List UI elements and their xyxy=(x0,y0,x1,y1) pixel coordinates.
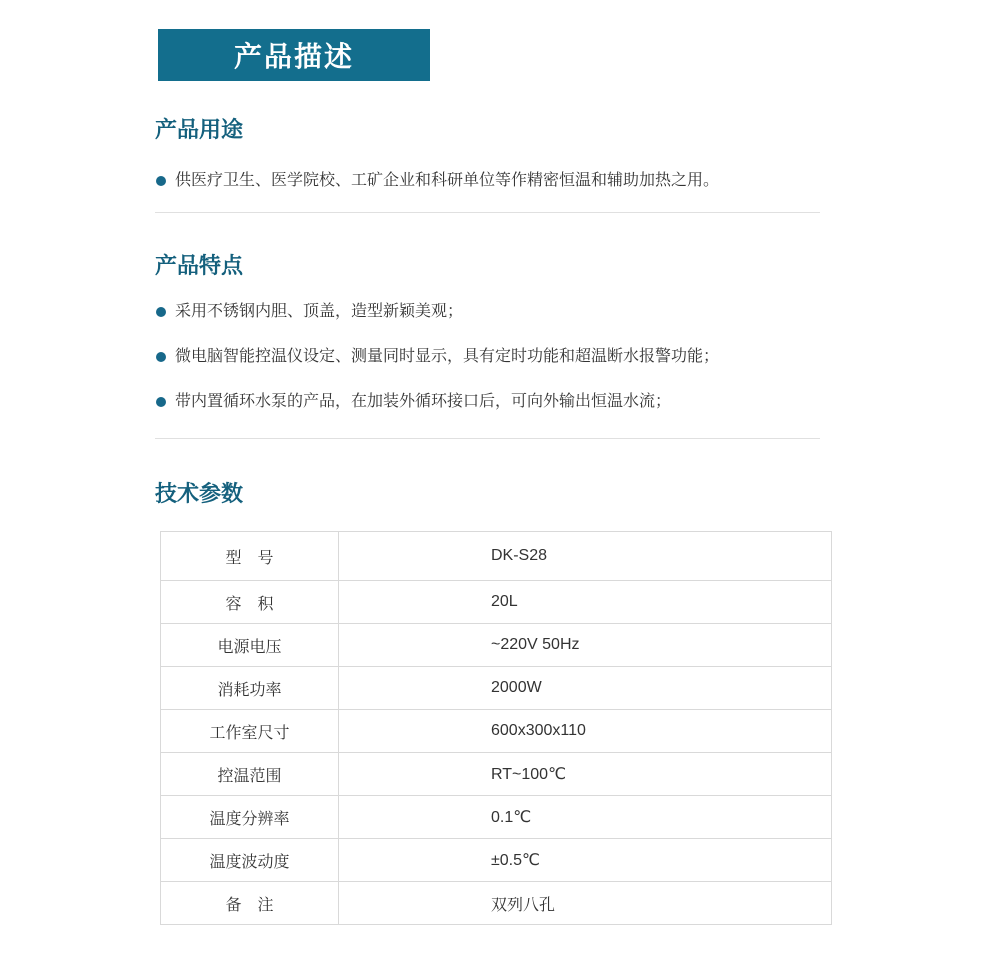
spec-value-cell: RT~100℃ xyxy=(339,753,832,796)
spec-value-cell: ±0.5℃ xyxy=(339,839,832,882)
feature-bullet-text: 带内置循环水泵的产品，在加装外循环接口后，可向外输出恒温水流； xyxy=(175,393,672,410)
bullet-icon xyxy=(156,352,166,362)
usage-bullet-item xyxy=(155,170,835,192)
bullet-icon xyxy=(156,307,166,317)
content-column xyxy=(0,29,835,925)
spec-label-cell: 备 注 xyxy=(161,882,339,925)
section-divider xyxy=(155,438,820,439)
banner-title: 产品描述 xyxy=(233,41,354,72)
feature-bullet-text: 采用不锈钢内胆、顶盖，造型新颖美观； xyxy=(175,303,464,320)
spec-label-cell: 工作室尺寸 xyxy=(161,710,339,753)
specs-table xyxy=(160,531,832,925)
section-divider xyxy=(155,212,820,213)
feature-bullet-item xyxy=(155,301,835,323)
table-row xyxy=(161,796,832,839)
spec-label-cell: 温度分辨率 xyxy=(161,796,339,839)
table-row xyxy=(161,624,832,667)
table-row xyxy=(161,532,832,581)
spec-label-cell: 容 积 xyxy=(161,581,339,624)
feature-bullet-item xyxy=(155,346,835,368)
spec-label-cell: 消耗功率 xyxy=(161,667,339,710)
product-description-banner xyxy=(158,29,430,81)
spec-value-cell: 600x300x110 xyxy=(339,710,832,753)
table-row xyxy=(161,753,832,796)
feature-bullet-item xyxy=(155,391,835,413)
spec-value-cell: 2000W xyxy=(339,667,832,710)
spec-value-cell: DK-S28 xyxy=(339,532,832,581)
spec-value-cell: ~220V 50Hz xyxy=(339,624,832,667)
section-heading-features: 产品特点 xyxy=(155,253,244,278)
bullet-icon xyxy=(156,176,166,186)
table-row xyxy=(161,882,832,925)
usage-bullet-text: 供医疗卫生、医学院校、工矿企业和科研单位等作精密恒温和辅助加热之用。 xyxy=(175,172,720,189)
spec-value-cell: 双列八孔 xyxy=(339,882,832,925)
section-heading-usage: 产品用途 xyxy=(155,117,244,142)
bullet-icon xyxy=(156,397,166,407)
spec-label-cell: 温度波动度 xyxy=(161,839,339,882)
table-row xyxy=(161,710,832,753)
spec-value-cell: 0.1℃ xyxy=(339,796,832,839)
spec-label-cell: 控温范围 xyxy=(161,753,339,796)
table-row xyxy=(161,667,832,710)
spec-value-cell: 20L xyxy=(339,581,832,624)
table-row xyxy=(161,839,832,882)
spec-label-cell: 型 号 xyxy=(161,532,339,581)
section-heading-specs: 技术参数 xyxy=(155,481,244,506)
spec-label-cell: 电源电压 xyxy=(161,624,339,667)
table-row xyxy=(161,581,832,624)
feature-bullet-text: 微电脑智能控温仪设定、测量同时显示，具有定时功能和超温断水报警功能； xyxy=(175,348,720,365)
